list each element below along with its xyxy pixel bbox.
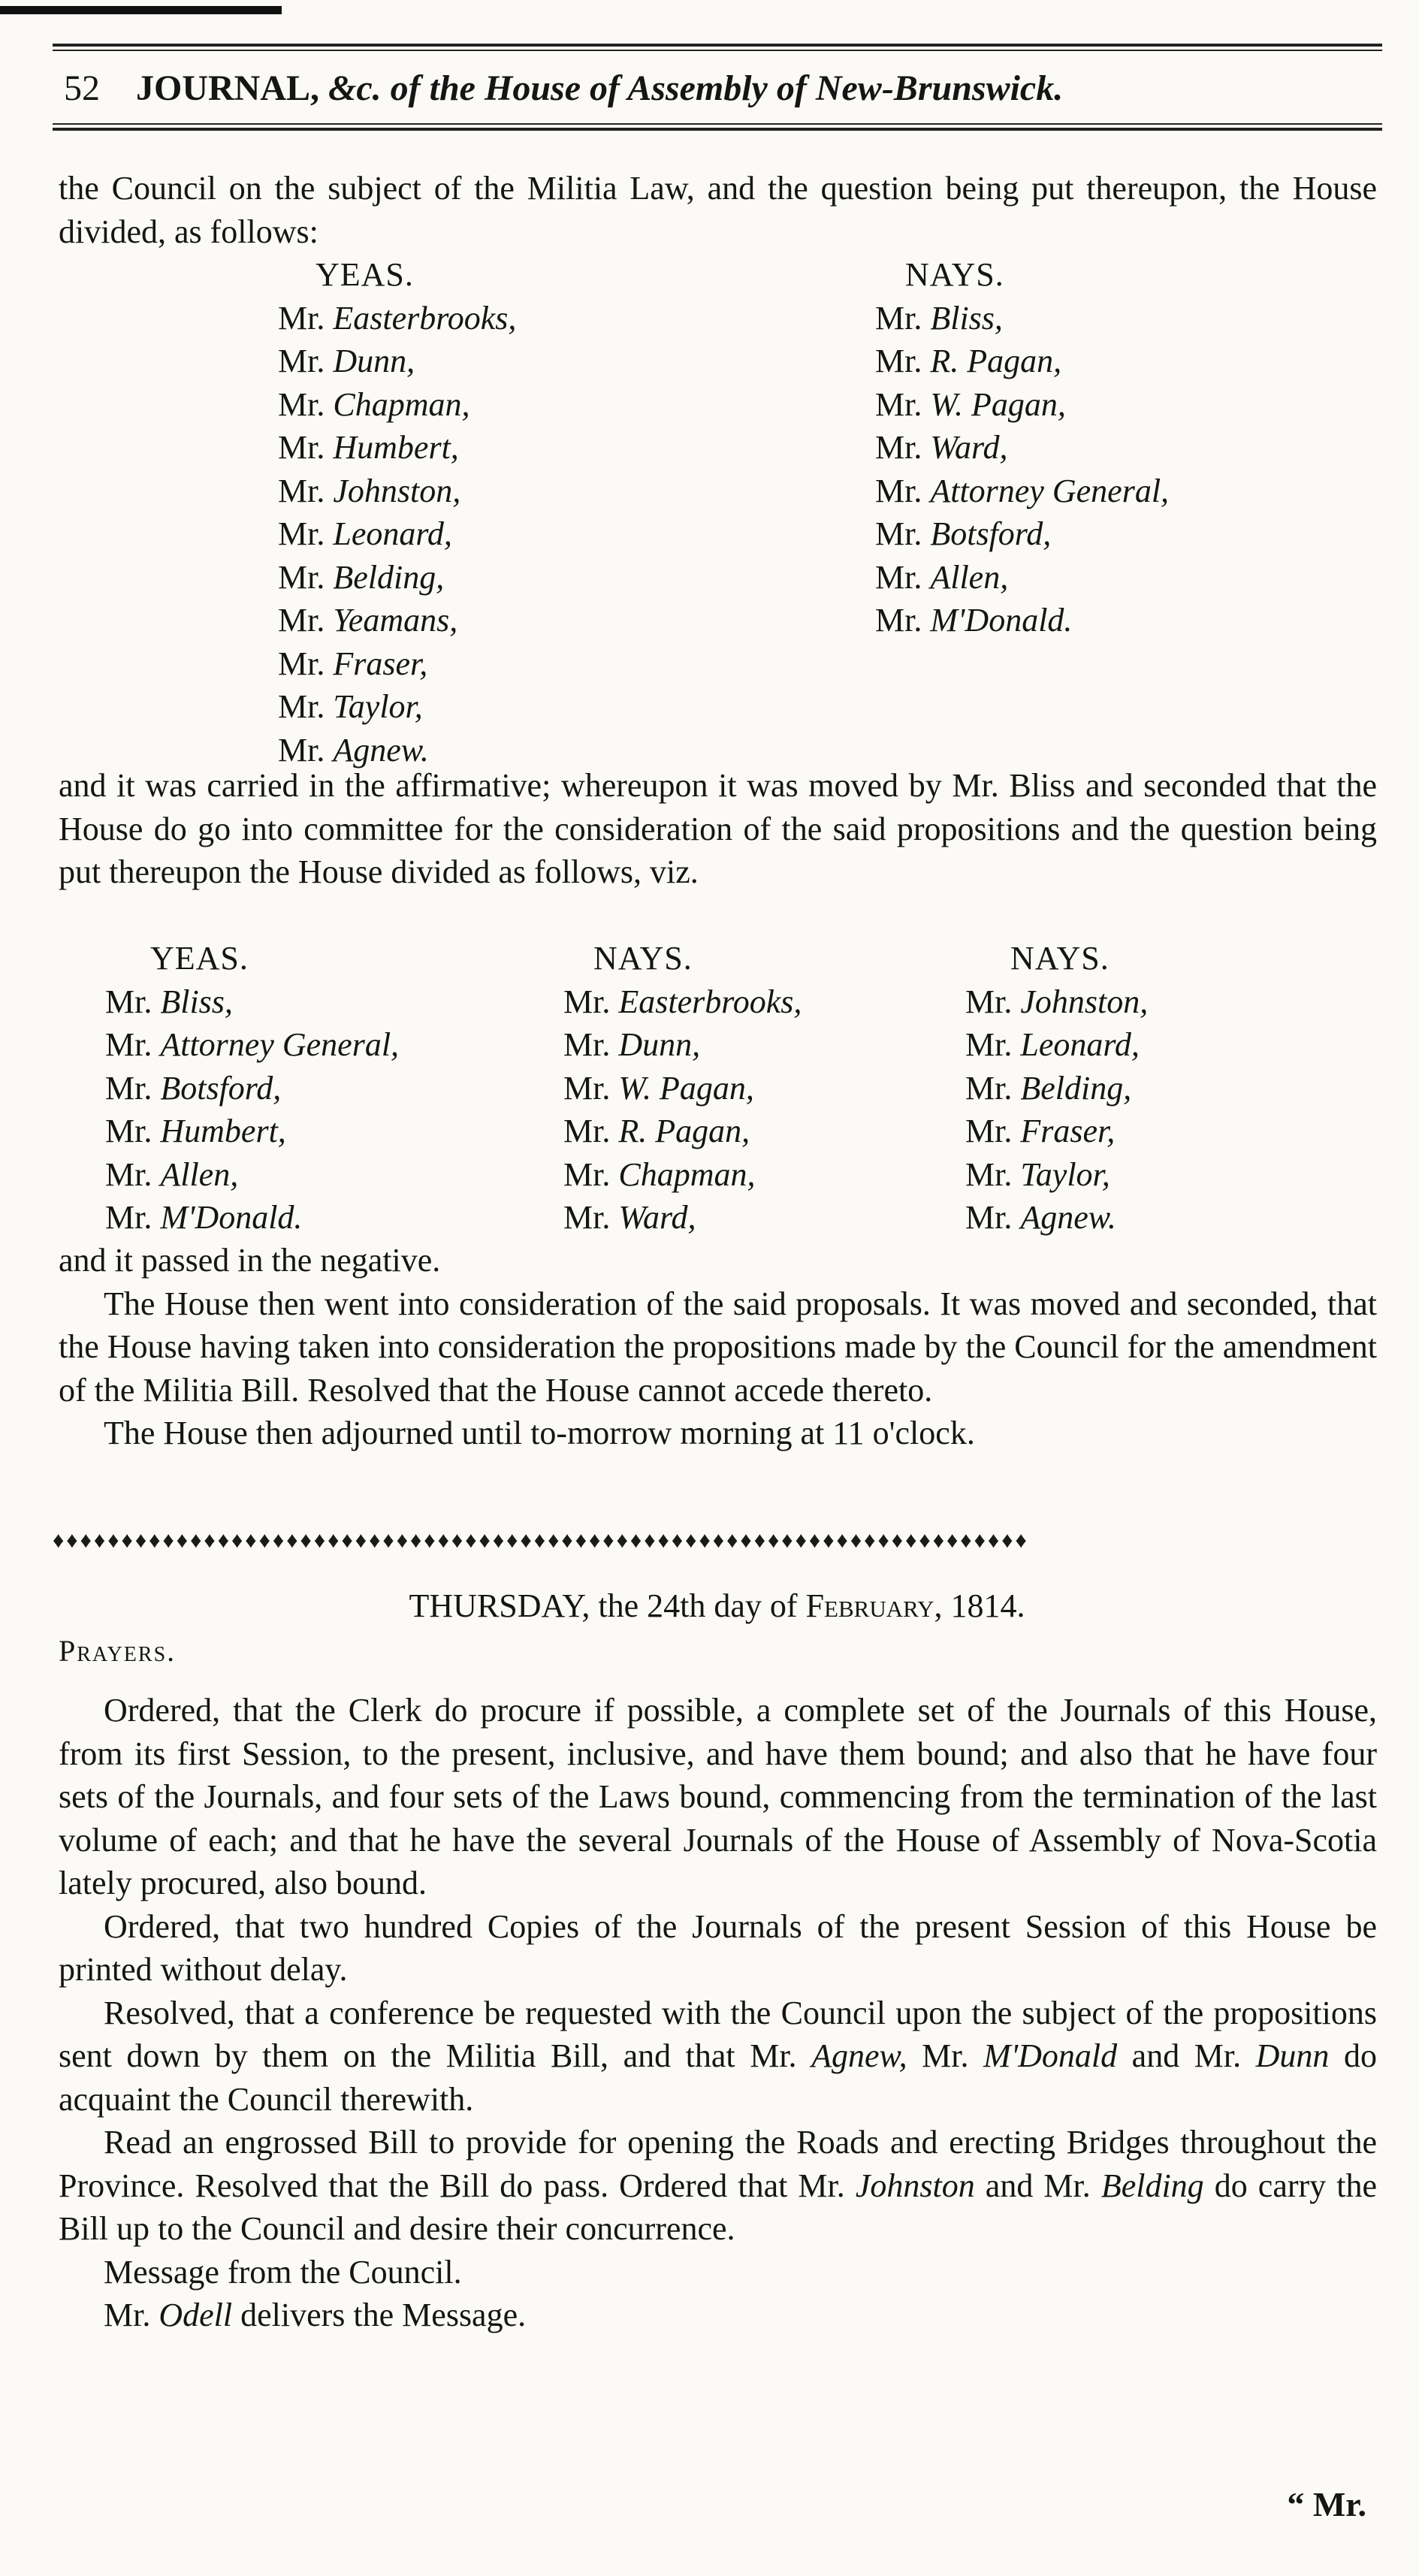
- list-item: Mr. Leonard,: [965, 1026, 1140, 1063]
- top-printed-bar: [0, 6, 282, 14]
- list-item: Mr. Ward,: [875, 429, 1008, 466]
- list-item: Mr. Johnston,: [965, 983, 1149, 1020]
- list-item: Mr. Dunn,: [563, 1026, 701, 1063]
- list-item: Mr. Fraser,: [965, 1113, 1116, 1149]
- vote1-nays-heading: NAYS.: [905, 256, 1004, 293]
- list-item: Mr. Belding,: [278, 558, 445, 596]
- vote2-nays-heading-2: NAYS.: [1010, 940, 1110, 977]
- vote1-yeas-list: [278, 253, 516, 772]
- catchword: “ Mr.: [1287, 2485, 1366, 2523]
- list-item: Mr. R. Pagan,: [563, 1113, 750, 1149]
- list-item: Mr. Agnew.: [965, 1199, 1116, 1236]
- list-item: Mr. Yeamans,: [278, 602, 458, 639]
- vote2-yeas-list: [105, 937, 399, 1240]
- list-item: Mr. Bliss,: [105, 983, 233, 1020]
- list-item: Mr. Taylor,: [965, 1155, 1110, 1193]
- list-item: Mr. Attorney General,: [875, 472, 1170, 509]
- vote1-intro: the Council on the subject of the Militia Law, and the question being put thereupon, the House divided, as follows:: [59, 170, 1377, 250]
- roads-bill-paragraph: Read an engrossed Bill to provide for opening the Roads and erecting Bridges throughout the Province. Resolved that the Bill do pass. Ordered that Mr. Johnston and Mr. Belding do carry the Bill up to the Council and desire their concurrence.: [59, 2124, 1377, 2247]
- vote2-result-block: [59, 1239, 1377, 1455]
- list-item: Mr. M'Donald.: [105, 1199, 303, 1236]
- list-item: Mr. Botsford,: [875, 515, 1052, 552]
- list-item: Mr. R. Pagan,: [875, 343, 1062, 379]
- odell-paragraph: Mr. Odell delivers the Message.: [104, 2297, 527, 2333]
- header-rule-bottom: [53, 128, 1382, 131]
- list-item: Mr. Taylor,: [278, 688, 423, 725]
- list-item: Mr. Johnston,: [278, 472, 461, 509]
- clerk-order-paragraph: Ordered, that the Clerk do procure if possible, a complete set of the Journals of this House, from its first Session, to the present, inclusive, and have them bound; and also that he have four sets of the Journals, and four sets of the Laws bound, commencing from the termination of the last volume of each; and that he have the several Journals of the House of Assembly of Nova-Scotia lately procured, also bound.: [59, 1692, 1377, 1901]
- vote1-intro-block: [59, 167, 1377, 253]
- thursday-proceedings: [59, 1689, 1377, 2337]
- list-item: Mr. Botsford,: [105, 1069, 282, 1107]
- list-item: Mr. Allen,: [875, 558, 1009, 596]
- list-item: Mr. Ward,: [563, 1199, 696, 1236]
- vote2-nays-heading-1: NAYS.: [593, 940, 693, 977]
- list-item: Mr. Fraser,: [278, 645, 428, 682]
- header-rule-top-thin: [53, 50, 1382, 51]
- vote1-yeas-heading: YEAS.: [316, 256, 414, 293]
- list-item: Mr. W. Pagan,: [875, 385, 1066, 423]
- header-title-italic: &c. of the House of Assembly of New-Brunswick.: [319, 68, 1064, 108]
- vote1-result: and it was carried in the affirmative; whereupon it was moved by Mr. Bliss and seconded that the House do go into committee for the consideration of the said propositions and the question being put thereupon the House divided as follows, viz.: [59, 767, 1377, 890]
- list-item: Mr. Humbert,: [278, 429, 459, 466]
- page-number: 52: [64, 68, 100, 108]
- list-item: Mr. Chapman,: [563, 1155, 756, 1193]
- printing-order-paragraph: Ordered, that two hundred Copies of the Journals of the present Session of this House be printed without delay.: [59, 1907, 1377, 1988]
- list-item: Mr. Attorney General,: [105, 1026, 400, 1063]
- conference-paragraph: Resolved, that a conference be requested with the Council upon the subject of the propositions sent down by them on the Militia Bill, and that Mr. Agnew, Mr. M'Donald and Mr. Dunn do acquaint the Council therewith.: [59, 1994, 1377, 2118]
- list-item: Mr. M'Donald.: [875, 602, 1073, 639]
- running-header: [64, 59, 1386, 119]
- list-item: Mr. Bliss,: [875, 299, 1003, 337]
- list-item: Mr. Dunn,: [278, 343, 415, 379]
- vote1-result-block: [59, 764, 1377, 894]
- adjourn-paragraph: The House then adjourned until to-morrow morning at 11 o'clock.: [104, 1415, 975, 1451]
- list-item: Mr. Chapman,: [278, 385, 470, 423]
- vote2-yeas-heading: YEAS.: [150, 940, 249, 977]
- header-rule-top: [53, 44, 1382, 47]
- vote2-nays-list-1: [563, 937, 802, 1240]
- header-title-bold: JOURNAL,: [136, 68, 320, 108]
- list-item: Mr. Allen,: [105, 1155, 239, 1193]
- list-item: Mr. W. Pagan,: [563, 1069, 754, 1107]
- header-rule-bottom-thin: [53, 123, 1382, 125]
- list-item: Mr. Leonard,: [278, 515, 452, 552]
- ornamental-divider: ♦♦♦♦♦♦♦♦♦♦♦♦♦♦♦♦♦♦♦♦♦♦♦♦♦♦♦♦♦♦♦♦♦♦♦♦♦♦♦♦♦♦♦♦♦♦♦♦♦♦♦♦♦♦♦♦♦♦♦♦♦♦♦♦♦♦♦♦♦♦♦: [53, 1530, 1029, 1552]
- list-item: Mr. Agnew.: [278, 731, 429, 769]
- vote2-result: and it passed in the negative.: [59, 1242, 441, 1279]
- list-item: Mr. Humbert,: [105, 1113, 286, 1149]
- message-paragraph: Message from the Council.: [104, 2253, 462, 2291]
- list-item: Mr. Easterbrooks,: [278, 299, 517, 337]
- list-item: Mr. Belding,: [965, 1069, 1132, 1107]
- prayers-label: Prayers.: [59, 1634, 177, 1668]
- day-heading: THURSDAY, the 24th day of February, 1814.: [409, 1587, 1025, 1624]
- list-item: Mr. Easterbrooks,: [563, 983, 802, 1020]
- vote1-nays-list: [875, 253, 1169, 642]
- vote2-nays-list-2: [965, 937, 1148, 1240]
- consideration-paragraph: The House then went into consideration of the said proposals. It was moved and seconded, that the House having taken into consideration the propositions made by the Council for the amendment of the Militia Bill. Resolved that the House cannot accede thereto.: [59, 1285, 1377, 1409]
- month-name: February: [805, 1587, 934, 1624]
